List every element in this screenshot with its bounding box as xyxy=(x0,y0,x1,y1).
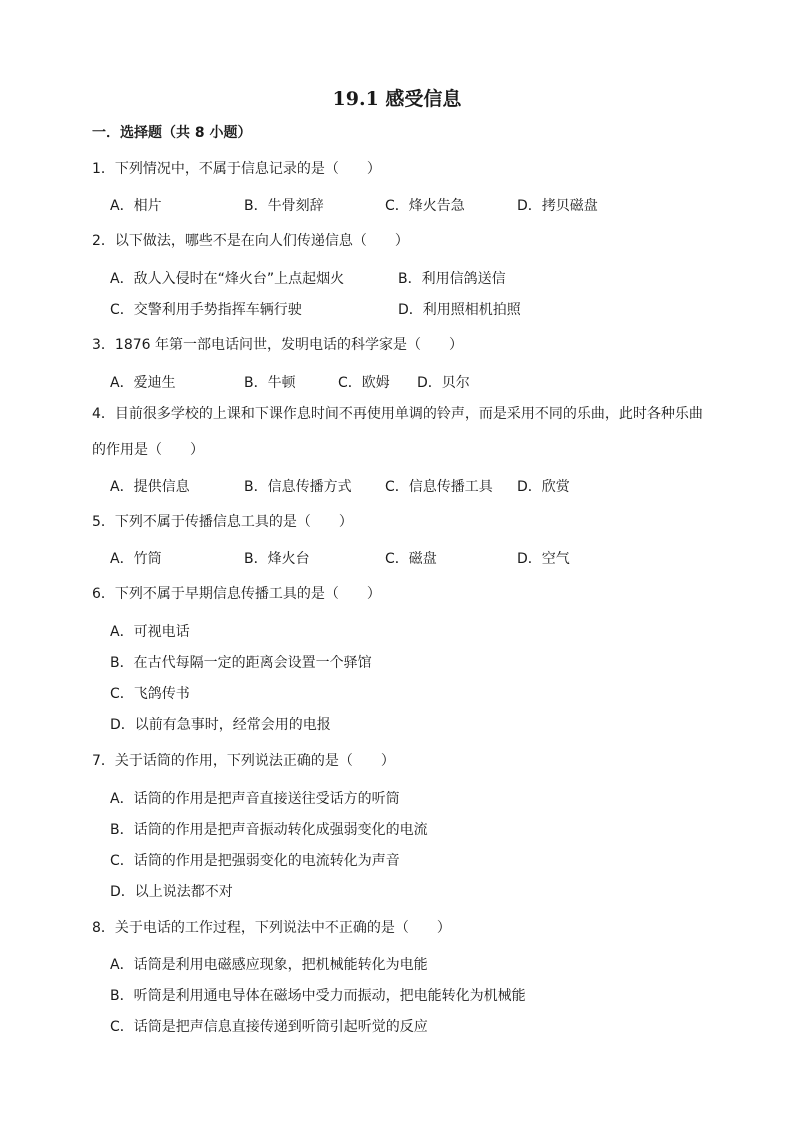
question-8-option-a: A．话筒是利用电磁感应现象，把机械能转化为电能 xyxy=(110,957,428,973)
question-3-option-a: A．爱迪生 xyxy=(110,375,176,391)
question-5-stem: 5．下列不属于传播信息工具的是（ ） xyxy=(92,514,353,530)
question-4-option-d: D．欣赏 xyxy=(517,479,570,495)
question-1-option-b: B．牛骨刻辞 xyxy=(244,198,324,214)
question-5-option-a: A．竹筒 xyxy=(110,551,162,567)
question-2-stem: 2．以下做法，哪些不是在向人们传递信息（ ） xyxy=(92,233,409,249)
section-heading: 一．选择题（共 8 小题） xyxy=(92,125,252,141)
question-4-option-a: A．提供信息 xyxy=(110,479,190,495)
question-6-stem: 6．下列不属于早期信息传播工具的是（ ） xyxy=(92,586,381,602)
question-4-stem-line-1: 4．目前很多学校的上课和下课作息时间不再使用单调的铃声，而是采用不同的乐曲，此时各种乐曲 xyxy=(92,406,703,422)
question-8-stem: 8．关于电话的工作过程，下列说法中不正确的是（ ） xyxy=(92,920,451,936)
question-4-stem-line-2: 的作用是（ ） xyxy=(92,442,204,458)
question-6-option-d: D．以前有急事时，经常会用的电报 xyxy=(110,717,331,733)
question-2-option-c: C．交警利用手势指挥车辆行驶 xyxy=(110,302,302,318)
question-5-option-b: B．烽火台 xyxy=(244,551,310,567)
question-3-option-b: B．牛顿 xyxy=(244,375,296,391)
question-7-option-c: C．话筒的作用是把强弱变化的电流转化为声音 xyxy=(110,853,400,869)
question-7-option-d: D．以上说法都不对 xyxy=(110,884,233,900)
question-2-option-d: D．利用照相机拍照 xyxy=(398,302,521,318)
question-2-option-a: A．敌人入侵时在“烽火台”上点起烟火 xyxy=(110,271,345,287)
question-7-option-a: A．话筒的作用是把声音直接送往受话方的听筒 xyxy=(110,791,400,807)
question-1-option-d: D．拷贝磁盘 xyxy=(517,198,598,214)
question-6-option-b: B．在古代每隔一定的距离会设置一个驿馆 xyxy=(110,655,372,671)
question-3-option-d: D．贝尔 xyxy=(417,375,470,391)
question-5-option-c: C．磁盘 xyxy=(385,551,437,567)
question-7-stem: 7．关于话筒的作用，下列说法正确的是（ ） xyxy=(92,753,395,769)
question-7-option-b: B．话筒的作用是把声音振动转化成强弱变化的电流 xyxy=(110,822,428,838)
question-4-option-c: C．信息传播工具 xyxy=(385,479,493,495)
question-4-option-b: B．信息传播方式 xyxy=(244,479,352,495)
question-1-stem: 1．下列情况中，不属于信息记录的是（ ） xyxy=(92,161,381,177)
question-6-option-c: C．飞鸽传书 xyxy=(110,686,190,702)
question-1-option-a: A．相片 xyxy=(110,198,162,214)
question-1-option-c: C．烽火告急 xyxy=(385,198,465,214)
question-3-option-c: C．欧姆 xyxy=(338,375,390,391)
question-6-option-a: A．可视电话 xyxy=(110,624,190,640)
question-8-option-b: B．听筒是利用通电导体在磁场中受力而振动，把电能转化为机械能 xyxy=(110,988,526,1004)
question-2-option-b: B．利用信鸽送信 xyxy=(398,271,506,287)
question-5-option-d: D．空气 xyxy=(517,551,570,567)
question-8-option-c: C．话筒是把声信息直接传递到听筒引起听觉的反应 xyxy=(110,1019,428,1035)
question-3-stem: 3．1876 年第一部电话问世，发明电话的科学家是（ ） xyxy=(92,337,463,353)
document-title: 19.1 感受信息 xyxy=(332,88,462,110)
